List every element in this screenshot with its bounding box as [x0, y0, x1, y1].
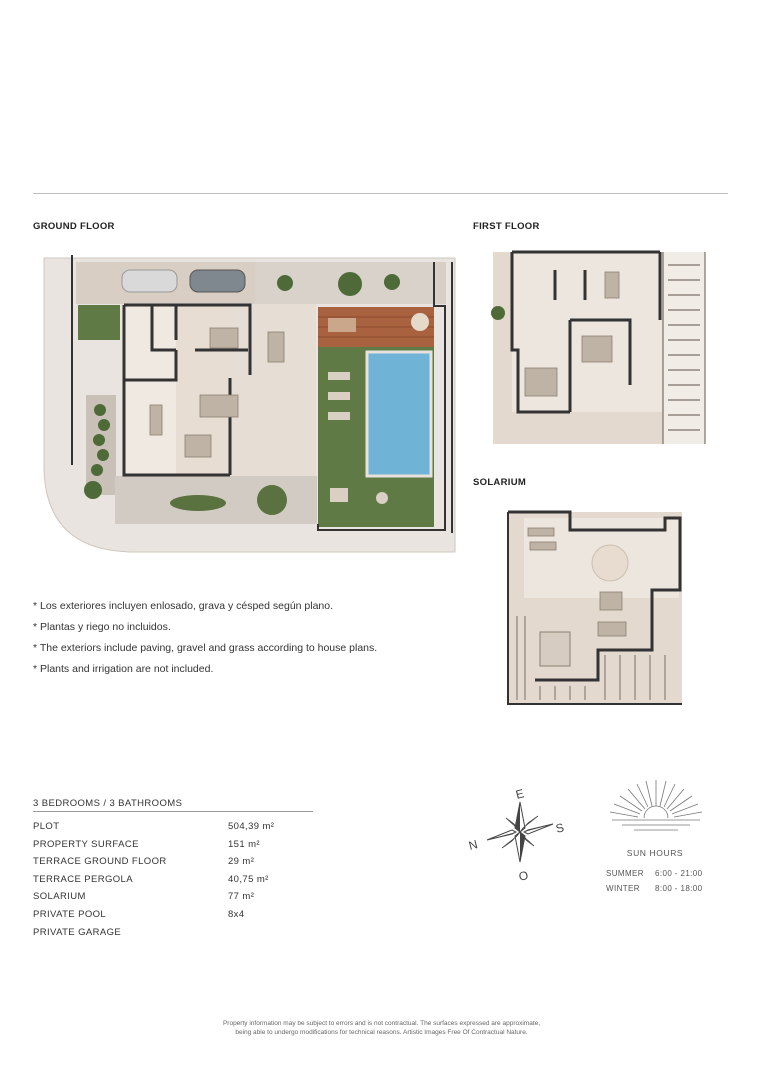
compass-e: E	[514, 786, 526, 802]
disclaimer	[150, 1019, 613, 1037]
compass-o: O	[517, 867, 530, 884]
note-line: * Los exteriores incluyen enlosado, grava y césped según plano.	[33, 600, 334, 612]
note-line: * The exteriors include paving, gravel and grass according to house plans.	[33, 642, 378, 654]
spec-value: 77 m²	[228, 891, 255, 903]
spec-value: 504,39 m²	[228, 821, 275, 832]
spec-label: PLOT	[33, 821, 60, 832]
spec-label: PRIVATE POOL	[33, 909, 107, 920]
solarium-title: SOLARIUM	[473, 477, 527, 488]
compass-s: S	[554, 820, 566, 836]
note-line: * Plantas y riego no incluidos.	[33, 621, 171, 633]
spec-value: 29 m²	[228, 856, 255, 868]
ground-floor-title: GROUND FLOOR	[33, 221, 115, 232]
spec-label: PRIVATE GARAGE	[33, 926, 122, 938]
sun-hours-value: 8:00 - 18:00	[655, 884, 703, 893]
sun-hours-title: SUN HOURS	[626, 848, 684, 858]
compass-n: N	[467, 837, 480, 853]
spec-label: PROPERTY SURFACE	[33, 838, 139, 850]
specs-heading: 3 BEDROOMS / 3 BATHROOMS	[33, 798, 183, 809]
first-floor-title: FIRST FLOOR	[473, 221, 540, 232]
sun-hours-value: 6:00 - 21:00	[655, 869, 703, 878]
sun-hours-label: SUMMER	[606, 869, 644, 878]
disclaimer-line: being able to undergo modifications for technical reasons. Artistic Images Free Of Contractual Nature.	[235, 1029, 528, 1036]
spec-value: 8x4	[228, 909, 245, 920]
sun-hours-label: WINTER	[606, 884, 640, 893]
spec-label: SOLARIUM	[33, 891, 86, 903]
spec-value: 40,75 m²	[228, 873, 269, 885]
spec-label: TERRACE PERGOLA	[33, 873, 133, 885]
disclaimer-line: Property information may be subject to errors and is not contractual. The surfaces expressed are approximate,	[222, 1020, 541, 1027]
note-line: * Plants and irrigation are not included.	[33, 663, 214, 675]
spec-value: 151 m²	[228, 838, 260, 850]
spec-label: TERRACE GROUND FLOOR	[33, 856, 167, 868]
